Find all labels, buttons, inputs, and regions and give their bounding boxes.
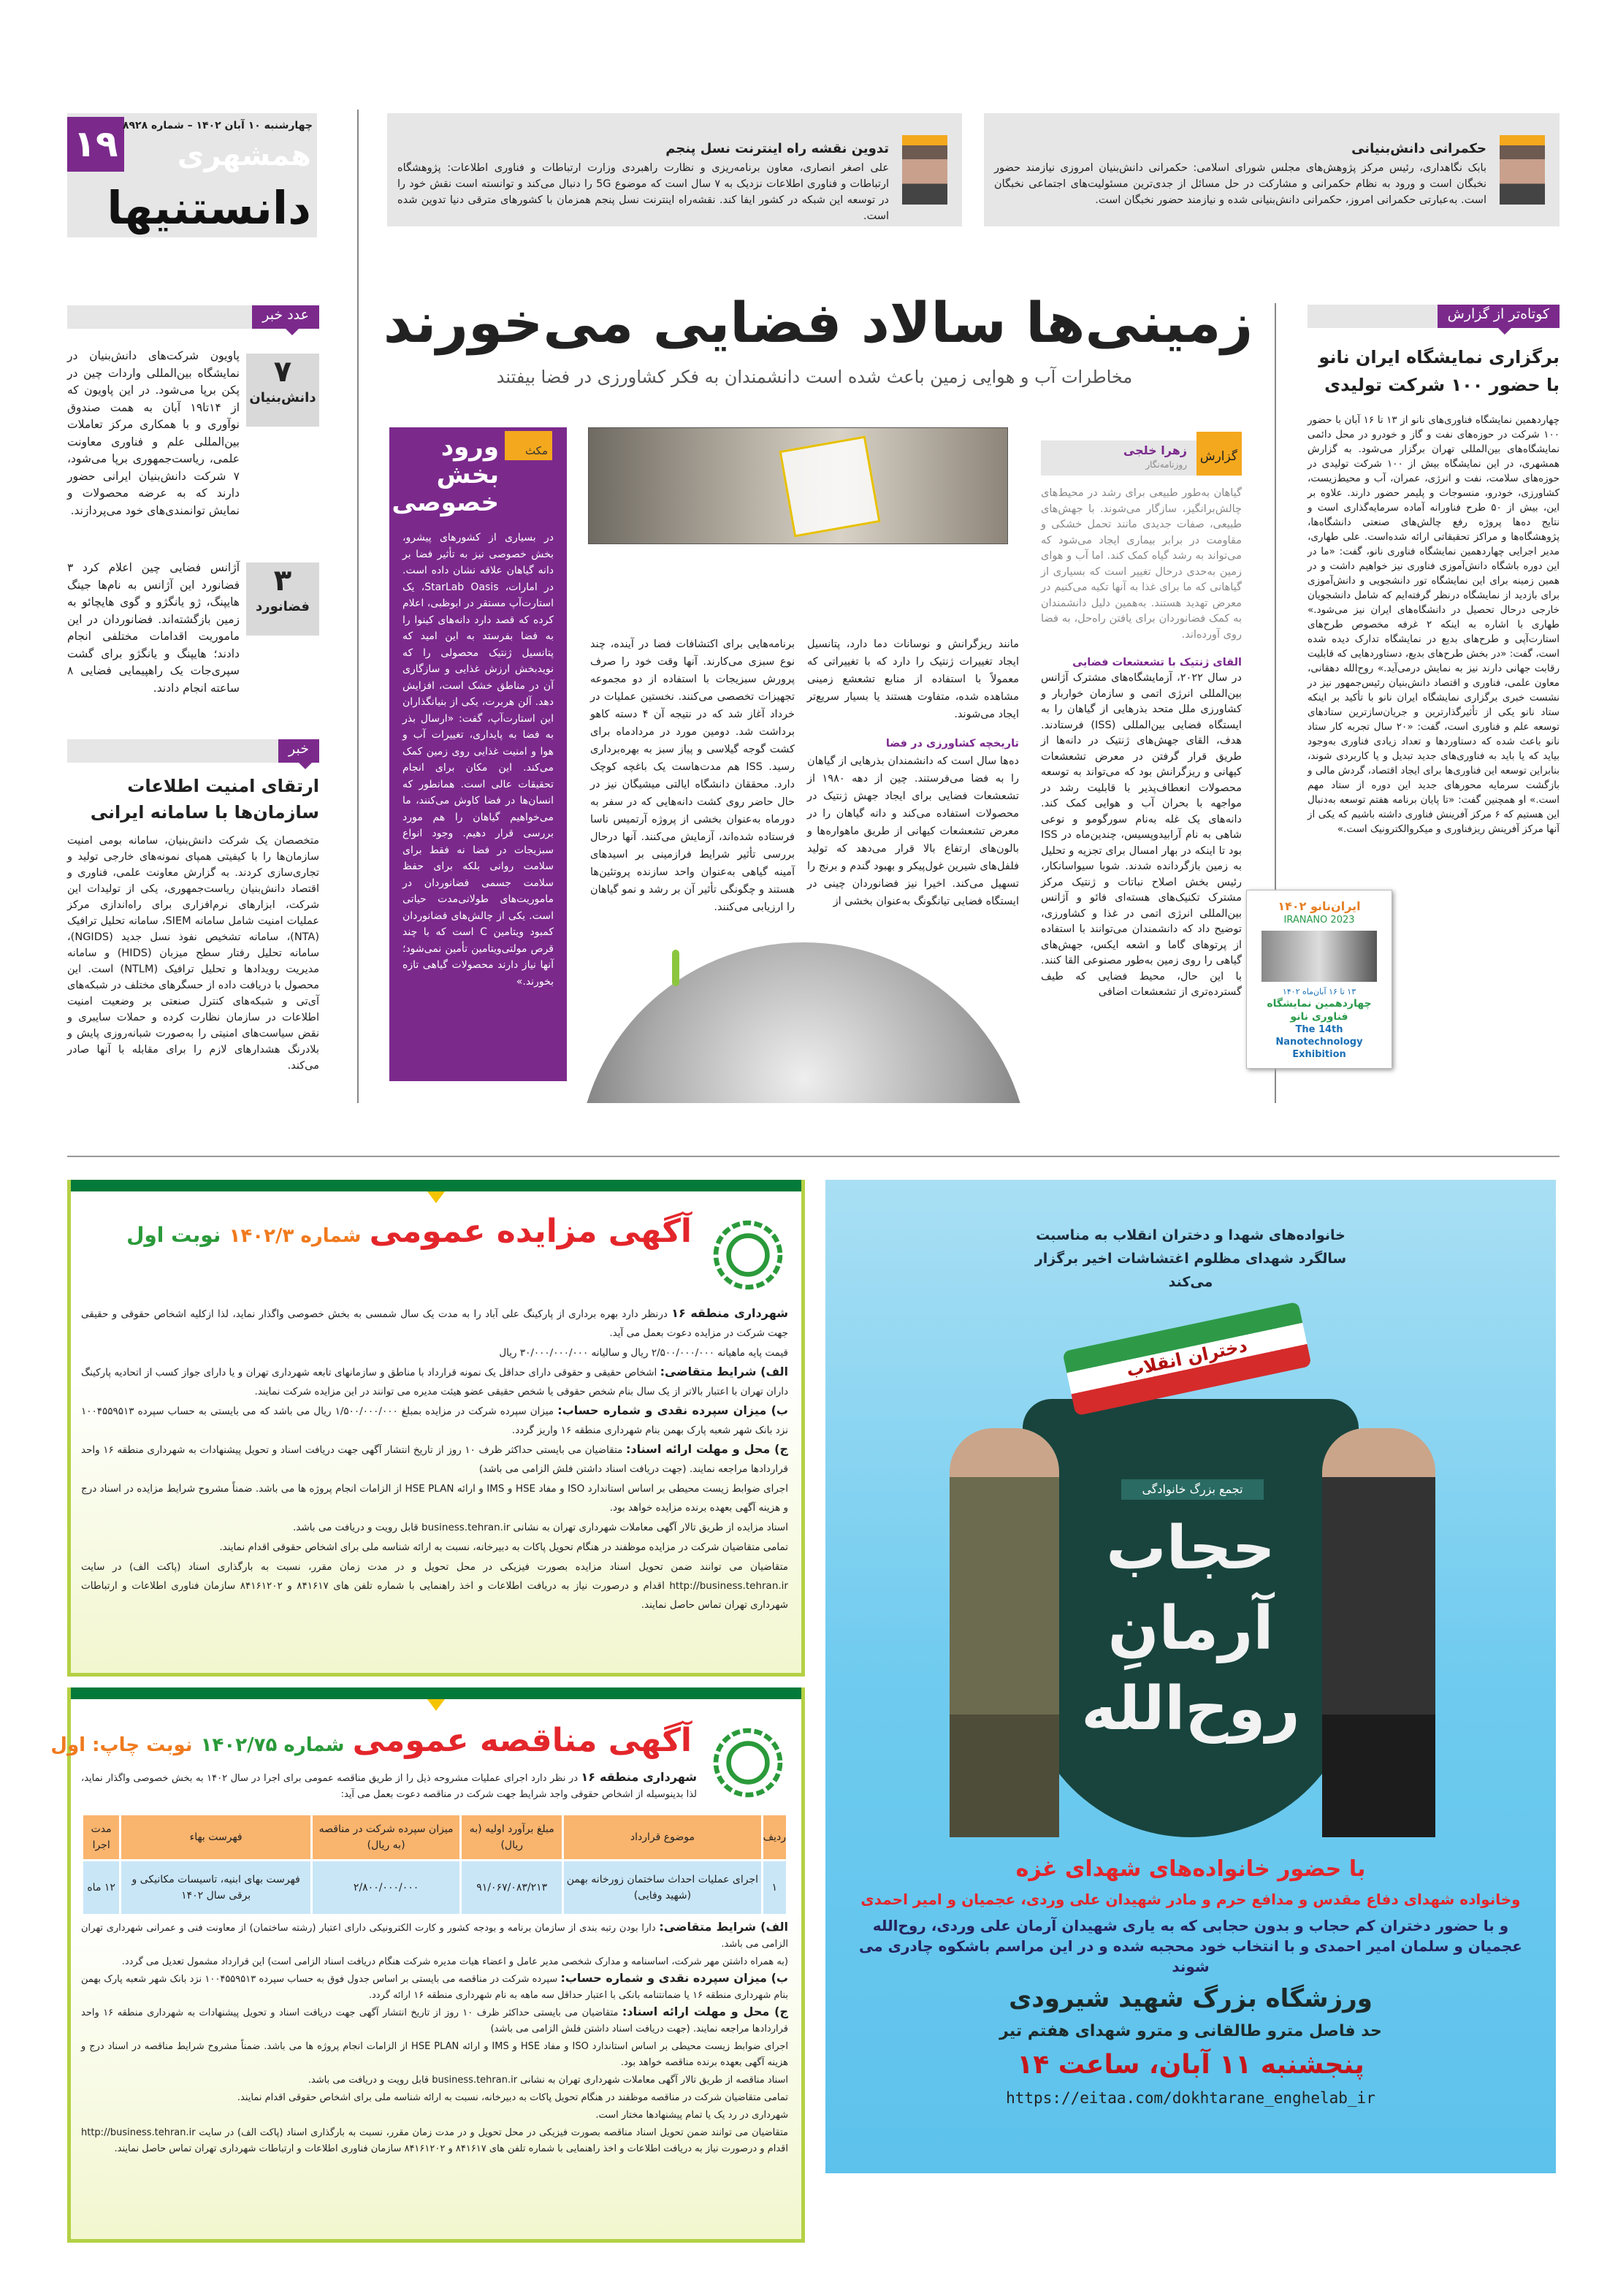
story-text: مانند ریزگرانش و نوسانات دما دارد، پتانسیل ایجاد تغییرات ژنتیک را دارد که با تغییراتی که معمولاً با استفاده از منابع تشعشع زمینی مشاهده شده، متفاوت هستند یا بسیار سریع‌تر ایجاد می‌شوند. [807, 638, 1019, 720]
main-subtitle: مخاطرات آب و هوایی زمین باعث شده است دانشمندان به فکر کشاورزی در فضا بیفتند [496, 367, 1133, 387]
quote-box [984, 113, 1560, 226]
poster-images [1261, 931, 1377, 982]
column-divider [357, 110, 359, 1103]
ad-body: شهرداری منطقه ۱۶ درنظر دارد بهره برداری از پارکینگ علی آباد را به مدت یک سال شمسی به بخش خصوصی واگذار نماید، لذا ازکلیه اشخاص حقوقی و حقیقی جهت شرکت در مزایده دعوت بعمل می آید. قیمت پایه ماهیانه ۲/۵۰۰/۰۰۰/۰۰۰ ریال و سالیانه ۳۰/۰۰۰/۰۰۰/۰۰۰ ریال الف) شرایط متقاضی: اشخاص حقیقی و حقوقی دارای حداقل یک نمونه قرارداد با مناطق و سازمانهای تابعه شهرداری تهران و یا دارای جواز کسب از اتحادیه پارکینگ داران تهران با اعتبار بالاتر از یک سال بنام شخص حقوقی یا شخص حقیقی عضو هیئت مدیره می توانند در این مزایده شرکت نمایند. ب) میزان سپرده نقدی و شماره حساب: میزان سپرده شرکت در مزایده بمبلغ ۱/۵۰۰/۰۰۰/۰۰۰ ریال می باشد که می بایستی به حساب سپرده ۱۰۰۴۵۵۹۵۱۳ نزد بانک شهر شعبه پارک بهمن بنام شهرداری منطقه ۱۶ واریز گردد. ج) محل و مهلت ارائه اسناد: متقاضیان می بایستی حداکثر ظرف ۱۰ روز از تاریخ انتشار آگهی جهت دریافت اسناد و تحویل پیشنهادات به شهرداری منطقه ۱۶ واحد قراردادها مراجعه نمایند. (جهت دریافت اسناد داشتن فلش الزامی می باشد) اجرای ضوابط زیست محیطی بر اساس استاندارد ISO و مفاد HSE و IMS و ارائه HSE PLAN از الزامات انجام پروژه ها می باشد. ضمناً مشروح شرایط مزایده در اسناد درج و هزینه آگهی بعهده برنده مزایده خواهد بود. اسناد مزایده از طریق تالار آگهی معاملات شهرداری تهران به نشانی business.tehran.ir قابل رویت و دریافت می باشد. تمامی متقاضیان شرکت در مزایده موظفند در هنگام تحویل پاکات به دبیرخانه، نسبت به ارائه شناسه ملی برای اشخاص حقوقی اقدام نمایند. متقاضیان می توانند ضمن تحویل اسناد مزایده بصورت فیزیکی در محل تحویل و در مدت زمان مقرر، نسبت به بارگذاری اسناد (پاکت الف) در سایت http://business.tehran.ir اقدام و درصورت نیاز به دریافت اطلاعات و اخذ راهنمایی با شماره تلفن های ۸۴۱۶۱۷ و ۸۴۱۶۱۲۰۲ سازمان فناوری اطلاعات و ارتباطات شهرداری تهران تماس حاصل نمایند. [81, 1306, 789, 1611]
author-name: زهرا خلجی [1123, 443, 1187, 457]
table-row: ۱ اجرای عملیات احداث ساختمان زورخانه بهمن (شهید وفایی) ۹۱/۰۶۷/۰۸۳/۲۱۳ ۲/۸۰۰/۰۰۰/۰۰۰ فهرست بهای ابنیه، تاسیسات مکانیکی و برقی سال ۱۴۰۲ ۱۲ ماه [83, 1861, 786, 1914]
nano-exhibition-poster: ایران‌نانو ۱۴۰۲ IRANANO 2023 ۱۳ تا ۱۶ آبان‌ماه ۱۴۰۲ چهاردهمین نمایشگاه فناوری نانو The 14th Nanotechnology Exhibition [1246, 890, 1392, 1069]
poster-label: تجمع بزرگ خانوادگی [1121, 1479, 1264, 1500]
poster-details [855, 1856, 1527, 2108]
news-text: متخصصان یک شرکت دانش‌بنیان، سامانه بومی امنیت سازمان‌ها را با کیفیتی همپای نمونه‌های خارجی تولید و تجاری‌سازی کردند. به گزارش معاونت علمی، فناوری و اقتصاد دانش‌بنیان ریاست‌جمهوری، یکی از تولیدات این شرکت، ابزارهای نرم‌افزاری برای راه‌اندازی مرکز عملیات امنیت شامل سامانه SIEM، سامانه تحلیل ترافیک (NTA)، سامانه تشخیص نفوذ نسل جدید (NGIDS)، سامانه تحلیل رفتار سطح میزبان (HIDS) و سامانه مدیریت رویدادها و تحلیل ترافیک (NTLM) است. این محصول با دریافت داده از حسگرهای مختلف در شبکه‌های آی‌تی و شبکه‌های کنترل صنعتی بر وضعیت امنیت اطلاعات در سازمان نظارت کرده و حملات سایبری و نقض سیاست‌های امنیتی را به‌صورت شبانه‌روزی پایش و بلادرنگ هشدارهای لازم را برای مقابله با آنها صادر می‌کند. [67, 835, 319, 1072]
news-text: آژانس فضایی چین اعلام کرد ۳ فضانورد این آژانس به نام‌ها جینگ هایپنگ، ژو یانگژو و گوی هایچائو به زمین بازگشته‌اند. فضانوردان در این ماموریت اقدامات مختلفی انجام دادند؛ هایپنگ و یانگژو برای گشت سپری‌جات یک راهپیمایی فضایی ۸ ساعته انجام دادند. [67, 561, 240, 695]
report-column [1041, 486, 1242, 1001]
kicker-tag: گزارش [1196, 432, 1242, 476]
main-headline: زمینی‌ها سالاد فضایی می‌خورند [383, 290, 1253, 355]
section-title: دانستنیها [107, 181, 311, 234]
portrait-photo [902, 135, 947, 205]
news-headline: برگزاری نمایشگاه ایران نانو با حضور ۱۰۰ شرکت تولیدی [1318, 347, 1560, 395]
page-number: ۱۹ [67, 117, 124, 172]
number-badge: ۳ فضانورد [246, 562, 319, 636]
ad-title: آگهی مزایده عمومی [369, 1213, 692, 1250]
sidebar-title: ورود بخش خصوصی [392, 432, 499, 517]
poster-url[interactable]: https://eitaa.com/dokhtarane_enghelab_ir [1006, 2089, 1375, 2107]
quote-text: علی اصغر انصاری، معاون برنامه‌ریزی و نظارت راهبردی وزارت ارتباطات و فناوری اطلاعات: پژوهشگاه ارتباطات و فناوری اطلاعات نزدیک به ۷ سال است که موضوع 5G را دنبال می‌کند و توانسته است نقش خود را در توسعه این شبکه در کشور ایفا کند. نقشه‌راه اینترنت نسل پنجم همزمان با کشورهای مترقی دنیا تدوین شده است. [397, 162, 890, 222]
quote-box [387, 113, 962, 226]
quote-title: حکمرانی دانش‌بنیانی [1351, 141, 1486, 156]
story-text: برنامه‌هایی برای اکتشافات فضا در آینده، چند نوع سبزی می‌کارند. آنها وقت خود را صرف پرورش سبزیجات با استفاده از دو مجموعه تجهیزات تخصصی می‌کنند. نخستین عملیات در خرداد آغاز شد که در نتیجه آن ۴ دسته کاهو برداشت شد. دومین مورد در مردادماه برای کشت گوجه گیلاسی و پیاز سبز به بهره‌برداری رسید. ISS هم مدت‌هاست یک باغچه کوچک دارد. محققان دانشگاه ایالتی میشیگان نیز در حال حاضر روی کشت دانه‌هایی که در سفر به دورماه به‌عنوان بخشی از پروژه آرتمیس ناسا فرستاده شده‌اند، آزمایش می‌کنند. آنها درحال بررسی تأثیر شرایط فرازمینی بر اسیدهای آمینه گیاهی به‌عنوان واحد سازنده پروتئین‌ها هستند و چگونگی تأثیر آن بر رشد و نمو گیاهان را ارزیابی می‌کنند. [590, 638, 795, 913]
ad-round: نوبت چاپ: اول [50, 1734, 193, 1756]
story-text: در سال ۲۰۲۲، آزمایشگاه‌های مشترک آژانس بین‌المللی انرژی اتمی و سازمان خواربار و کشاورزی ملل متحد بذرهایی از گیاهان را به ایستگاه فضایی بین‌المللی (ISS) فرستادند. هدف، القای جهش‌های ژنتیک در دانه‌ها از طریق قرار گرفتن در معرض تشعشعات کیهانی و ریزگرانش بود که می‌تواند به توسعه محصولات انعطاف‌پذیر با قابلیت رشد در مواجهه با بحران آب و هوایی کمک کند. دانه‌های یک غله به‌نام سورگومو و نوعی شاهی به نام آرابیدوپسیس، چندین‌ماه در ISS بود تا اینکه در بهار امسال برای تجزیه و تحلیل به زمین بازگردانده شدند. شوبا سیواسانکار، رئیس بخش اصلاح نباتات و ژنتیک مرکز مشترک تکنیک‌های هسته‌ای فائو و آژانس بین‌المللی انرژی اتمی در غذا و کشاورزی، توضیح داد که دانشمندان می‌توانند با استفاده از پرتوهای گاما و اشعه ایکس، جهش‌های گیاهی را روی زمین به‌طور مصنوعی القا کنند. با این حال، محیط فضایی که طیف گسترده‌تری از تشعشعات اضافی [1041, 672, 1242, 998]
martyr-photo-right [1322, 1428, 1435, 1837]
story-text: ده‌ها سال است که دانشمندان بذرهایی از گیاهان را به فضا می‌فرستند. چین از دهه ۱۹۸۰ از تشعشعات فضایی برای ایجاد جهش ژنتیک در محصولات استفاده می‌کند و دانه گیاهان را در معرض تشعشعات کیهانی از طریق ماهواره‌ها و بالون‌های ارتفاع بالا قرار می‌دهد که تولید فلفل‌های شیرین غول‌پیکر و بهبود گندم و برنج را تسهیل می‌کند. اخیرا نیز فضانوردان چینی در ایستگاه فضایی تیانگونگ به‌عنوان بخشی از [807, 755, 1020, 907]
table-header: ردیف موضوع قرارداد مبلغ برآورد اولیه (به ریال) میزان سپرده شرکت در مناقصه (به ریال) فهرست بهاء مدت اجرا [83, 1815, 786, 1859]
news-headline: ارتقای امنیت اطلاعات سازمان‌ها با سامانه ایرانی [90, 776, 319, 823]
subheading: القای ژنتیک با تشعشعات فضایی [1072, 657, 1242, 668]
number-badge: ۷ دانش‌بنیان [246, 354, 319, 427]
sprout-icon [672, 950, 679, 986]
poster-line2: وخانواده شهدای دفاع مقدس و مدافع حرم و مادر شهیدان علی وردی، عجمیان و امیر احمدی [860, 1891, 1521, 1908]
ad-number: شماره ۱۴۰۲/۳ [229, 1225, 362, 1247]
poster-venue: ورزشگاه بزرگ شهید شیرودی [1009, 1984, 1373, 2013]
section-tag: کوتاه‌تر از گزارش [1308, 305, 1560, 328]
poster-line3: و با حضور دختران کم حجاب و بدون حجابی که به یاری شهیدان آرمان علی وردی، روح‌الله عجمیان و سلمان امیر احمدی و با انتخاب خود محجبه شده و در این مراسم باشکوه چادری می شوند [859, 1917, 1522, 1975]
ad-body: شهرداری منطقه ۱۶ در نظر دارد اجرای عملیات مشروحه ذیل را از طریق مناقصه عمومی برای اجرا در سال ۱۴۰۲ به بخش خصوصی واگذار نماید، لذا بدینوسیله از اشخاص حقوقی واجد شرایط جهت شرکت در مناقصه دعوت بعمل می آید: ردیف موضوع قرارداد مبلغ برآورد اولیه (به ریال) میزان سپرده شرکت در مناقصه (به ریال) فهرست بهاء مدت اجرا ۱ اجرای عملیات احداث ساختمان زورخانه بهمن (شهید وفایی) ۹۱/۰۶۷/۰۸۳/۲۱۳ ۲/۸۰۰/۰۰۰/۰۰۰ فهرست بهای ابنیه، تاسیسات مکانیکی و برقی سال ۱۴۰۲ ۱۲ ماه الف) شرایط متقاضی: دارا بودن رتبه بندی از سازمان برنامه و بودجه کشور و کارت الکترونیکی دارای اعتبار (رشته ساختمان) از معاونت فنی و عمرانی شهرداری تهران الزامی می باشد. (به همراه داشتن مهر شرکت، اساسنامه و مدارک شخصی مدیر عامل و اعضاء هیات مدیره شرکت هنگام دریافت اسناد الزامی است) این قرارداد مشمول تعدیل می گردد. ب) میزان سپرده نقدی و شماره حساب: سپرده شرکت در مناقصه می بایستی بر اساس جدول فوق به حساب سپرده ۱۰۰۴۵۵۹۵۱۳ نزد بانک شهر شعبه پارک بهمن بنام شهرداری منطقه ۱۶ یا ضمانتنامه بانکی با اعتبار حداقل سه ماهه به نام شهرداری منطقه ۱۶ ارائه گردد. ج) محل و مهلت ارائه اسناد: متقاضیان می بایستی حداکثر ظرف ۱۰ روز از تاریخ انتشار آگهی جهت دریافت اسناد و تحویل پیشنهادات به شهرداری منطقه ۱۶ واحد قراردادها مراجعه نمایند. (جهت دریافت اسناد داشتن فلش الزامی می باشد) اجرای ضوابط زیست محیطی بر اساس استاندارد ISO و مفاد HSE و IMS و ارائه HSE PLAN از الزامات انجام پروژه ها می باشد. ضمناً مشروح شرایط مناقصه در اسناد درج و هزینه آگهی بعهده برنده مناقصه خواهد بود. اسناد مناقصه از طریق تالار آگهی معاملات شهرداری تهران به نشانی business.tehran.ir قابل رویت و دریافت می باشد. تمامی متقاضیان شرکت در مناقصه موظفند در هنگام تحویل پاکات به دبیرخانه، نسبت به ارائه شناسه ملی برای اشخاص حقوقی اقدام نمایند. شهرداری در رد یک یا تمام پیشنهادها مختار است. متقاضیان می توانند ضمن تحویل اسناد مناقصه بصورت فیزیکی در محل تحویل و در مدت زمان مقرر، نسبت به بارگذاری اسناد (پاکت الف) در سایت http://business.tehran.ir اقدام و درصورت نیاز به دریافت اطلاعات و اخذ راهنمایی با شماره تلفن های ۸۴۱۶۱۷ و ۸۴۱۶۱۲۰۲ سازمان فناوری اطلاعات و ارتباطات شهرداری تهران تماس حاصل نمایند. [81, 1770, 789, 2154]
sidebar-box [389, 427, 567, 1081]
flag-banner: دختران انقلاب [1062, 1302, 1312, 1416]
tender-ad [50, 1687, 805, 2243]
iss-plant-photo [588, 427, 1008, 544]
news-text: چهاردهمین نمایشگاه فناوری‌های نانو از ۱۳ تا ۱۶ آبان با حضور ۱۰۰ شرکت در حوزه‌های نفت و گاز و خودرو در محل دائمی نمایشگاه‌های بین‌المللی تهران برگزار می‌شود. به گزارش همشهری، در این نمایشگاه بیش از ۱۰۰ شرکت تولیدی در حوزه‌های سلامت، نفت و انرژی، عمران، آب و محیط‌زیست، کشاورزی، خودرو، منسوجات و پلیمر حضور دارند. علاوه بر این، بیش از ۵۰ طرح فناورانه آماده سرمایه‌گذاری است و نتایج ده‌ها پروژه رفع چالش‌های صنعتی دانشگاه‌ها، پژوهشگاه‌ها و مراکز تحقیقاتی ارائه شده‌است. علی طهاری، مدیر اجرایی چهاردهمین نمایشگاه فناوری نانو، گفت: «ما در این دوره باشگاه دانش‌آموزی فناوری نیز خواهیم داشت و در همین زمینه برای این نمایشگاه تور دانشجویی و دانش‌آموزی برای بازدید از نمایشگاه درنظر گرفته‌ایم که شامل دانشجویان خارجی درحال تحصیل در دانشگاه‌های ایران نیز می‌شود.» طهاری با اشاره به اینکه ۲ غرفه مخصوص طرح‌های استارت‌آپی و طرح‌های بدیع در نمایشگاه تدارک دیده شده است، گفت: «در بخش طرح‌های بدیع، دستاوردهایی که قابلیت رقابت جهانی دارند نیز به نمایش درمی‌آید.» روح‌الله دهقانی، معاون علمی، فناوری و اقتصاد دانش‌بنیان رئیس‌جمهور نیز در نشست خبری برگزاری نمایشگاه ایران نانو با تأکید بر اینکه ستاد نانو یکی از تأثیرگذارترین و جریان‌سازترین ستادهای توسعه علم و فناوری است، گفت: «۲۰ سال تجربه کار ستاد نانو باعث شده که دستاوردها و تعداد زیادی فناوری به‌وجود بیاید که یا باید به فناوری‌های جدید تبدیل و یا کاربردی شوند، بنابراین توسعه این فناوری‌ها برای ایجاد اقتصاد، گردش مالی و بازگشت سرمایه محورهای جدید این دوره از ستاد مهم است.» او همچنین گفت: «تا پایان برنامه هفتم توسعه به‌دنبال این هستیم که ۶ مرکز آفرینش فناوری داشته باشیم که یکی از آنها مرکز آفرینش ریزفناوری و میکروالکترونیک است.» [1308, 414, 1560, 835]
ad-title: آگهی مناقصه عمومی [352, 1722, 692, 1759]
ad-number: شماره ۱۴۰۲/۷۵ [200, 1734, 345, 1756]
sidebar-tag: مکث [505, 431, 552, 460]
subheading: تاریخچه کشاورزی در فضا [885, 738, 1019, 750]
author-role: روزنامه‌نگار [1145, 459, 1187, 470]
poster-venue-sub: حد فاصل مترو طالقانی و مترو شهدای هفتم تیر [999, 2022, 1382, 2040]
poster-line1: با حضور خانواده‌های شهدای غزه [1015, 1856, 1366, 1882]
poster-title: حجاب آرمانِ روح‌الله [1081, 1514, 1300, 1744]
auction-ad [67, 1180, 805, 1677]
poster-datetime: پنجشنبه ۱۱ آبان، ساعت ۱۴ [1017, 2050, 1364, 2080]
paper-logo: همشهری [177, 139, 311, 172]
report-column [807, 636, 1019, 910]
plant-bag [779, 435, 880, 537]
masthead [67, 113, 317, 237]
section-tag: عدد خبر [67, 305, 319, 329]
sidebar-text: در بسیاری از کشورهای پیشرو، بخش خصوصی نیز به تأثیر فضا بر دانه گیاهان علاقه نشان داده است. در امارات، StarLab Oasis، یک استارت‌آپ مستقر در ابوظبی، اعلام کرده که قصد دارد دانه‌های کینوا را به فضا بفرستد به این امید که پتانسیل ژنتیک محصولی را که نویدبخش ارزش غذایی و سازگاری آن در مناطق خشک است، افزایش دهد. آلن هربرت، یکی از بنیانگذاران این استارت‌آپ، گفت: «ارسال بذر به فضا به پایداری، تغییرات آب و هوا و امنیت غذایی روی زمین کمک می‌کند. این مکان برای انجام تحقیقات عالی است. همانطور که انسان‌ها در فضا کاوش می‌کنند، ما می‌خواهیم گیاهان را هم مورد بررسی قرار دهیم. وجود انواع سبزیجات در فضا نه فقط برای سلامت روانی بلکه برای حفظ سلامت جسمی فضانوردان در ماموریت‌های طولانی‌مدت حیاتی است. یکی از چالش‌های فضانوردان کمبود ویتامین C است که با چند قرص مولتی‌ویتامین تأمین نمی‌شود؛ آنها نیاز دارند محصولات گیاهی تازه بخورند.» [402, 532, 554, 988]
tender-table [81, 1813, 788, 1916]
event-poster [825, 1180, 1556, 2173]
quote-text: بابک نگاهداری، رئیس مرکز پژوهش‌های مجلس شورای اسلامی: حکمرانی دانش‌بنیان امروزی نیازمند حضور نخبگان است و ورود به نظام حکمرانی و مشارکت در حل مسائل از جدی‌ترین مسئولیت‌های اجتماعی نخبگان است. به‌عبارتی حکمرانی امروز، حکمرانی دانش‌بنیانی شده و نیازمند حضور نخبگان است. [994, 162, 1486, 206]
section-tag: خبر [67, 739, 319, 763]
story-intro: گیاهان به‌طور طبیعی برای رشد در محیط‌های چالش‌برانگیز، سازگار می‌شوند. با جهش‌های طبیعی، صفات جدیدی مانند تحمل خشکی و مقاومت در برابر بیماری ایجاد می‌شود که می‌تواند به رشد گیاه کمک کند. اما آب و هوای زمین به‌حدی درحال تغییر است که بسیاری از گیاهانی که ما برای غذا به آنها تکیه می‌کنیم در معرض تهدید هستند. به‌همین دلیل دانشمندان به کمک فضانوردان برای یافتن راه‌حل، به فضا روی آورده‌اند. [1041, 487, 1242, 641]
portrait-photo [1500, 135, 1545, 205]
ad-round: نوبت اول [126, 1223, 221, 1247]
issue-date: چهارشنبه ۱۰ آبان ۱۴۰۲ – شماره ۸۹۲۸ [122, 120, 313, 131]
tehran-municipality-logo [708, 1215, 788, 1295]
martyr-photo-left [950, 1428, 1059, 1837]
quote-title: تدوین نقشه راه اینترنت نسل پنجم [665, 141, 889, 156]
byline [1041, 440, 1242, 476]
section-divider [67, 1156, 1560, 1157]
news-text: پاویون شرکت‌های دانش‌بنیان در نمایشگاه بین‌المللی واردات چین در پکن برپا می‌شود. در این پاویون که از ۱۴تا۱۹ آبان به همت صندوق نوآوری و با همکاری مرکز تعاملات بین‌المللی علم و فناوری معاونت علمی، ریاست‌جمهوری برپا می‌شود، ۷ شرکت دانش‌بنیان ایرانی حضور دارند که به عرضه محصولات و نمایش توانمندی‌های خود می‌پردازند. [67, 349, 240, 517]
poster-top-text: خانواده‌های شهدا و دختران انقلاب به مناسبت سالگرد شهدای مظلوم اغتشاشات اخیر برگزار می‌کند [1034, 1227, 1347, 1290]
